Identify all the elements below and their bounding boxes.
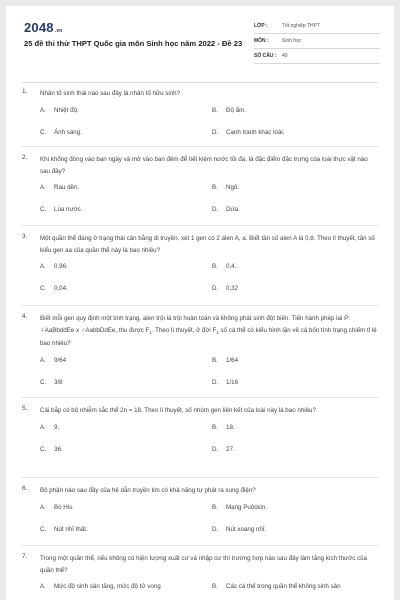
option-text: 36.	[54, 445, 63, 453]
question-stem: Cải bắp có bộ nhiễm sắc thể 2n = 18. Theo lí thuyết, số nhóm gen liên kết của loài này là bao nhiêu?	[40, 407, 316, 414]
option-text: Mạng Puôckin.	[226, 503, 267, 511]
option-text: Nút nhĩ thất.	[54, 525, 88, 533]
option-text: 1/64	[226, 356, 239, 364]
option-label: B.	[212, 503, 218, 511]
option-grid	[40, 423, 378, 467]
option-d[interactable]	[212, 284, 384, 306]
meta-value: Sinh học	[282, 38, 302, 44]
option-grid	[40, 183, 378, 227]
option-label: D.	[212, 378, 219, 386]
option-label: C.	[40, 285, 47, 292]
question-stem: Bộ phận nào sau đây của hệ dẫn truyền tim có khả năng tự phát ra xung điện?	[40, 487, 256, 494]
option-b[interactable]	[212, 582, 384, 600]
option-label: B.	[212, 583, 218, 590]
option-c[interactable]	[40, 205, 212, 227]
question-item	[6, 233, 394, 291]
option-label: D.	[212, 206, 219, 213]
option-grid	[40, 503, 378, 547]
meta-row-subject	[254, 34, 380, 49]
option-a[interactable]	[40, 582, 212, 600]
option-d[interactable]	[212, 445, 384, 467]
option-text: Lúa nước.	[54, 206, 83, 213]
option-label: A.	[40, 184, 46, 191]
option-label: A.	[40, 356, 46, 364]
option-text: 0,32	[226, 285, 239, 292]
option-grid	[40, 106, 378, 150]
option-label: B.	[212, 184, 218, 191]
logo-sub-text: .vn	[54, 28, 63, 34]
option-text: Mức độ sinh sản tăng, mức độ tử vong	[54, 583, 161, 590]
option-a[interactable]	[40, 356, 212, 378]
meta-key: SỐ CÂU :	[254, 53, 277, 59]
option-text: Các cá thể trong quần thể không sinh sản	[226, 583, 341, 590]
option-grid	[40, 356, 378, 400]
option-text: Nhiệt độ.	[54, 106, 79, 114]
option-c[interactable]	[40, 525, 212, 547]
question-list	[6, 88, 394, 593]
option-label: C.	[40, 206, 47, 213]
question-number: 1.	[22, 88, 28, 95]
site-logo[interactable]	[24, 20, 63, 35]
option-text: Rau dền.	[54, 184, 80, 191]
meta-row-count	[254, 49, 380, 64]
meta-row-class	[254, 19, 380, 34]
meta-key: MÔN :	[254, 38, 269, 44]
header-divider	[22, 82, 378, 83]
option-text: 0,04.	[54, 285, 68, 292]
option-a[interactable]	[40, 503, 212, 525]
stem-part: số cá thể có kiểu hình lặn về cả bốn tính trạng chiếm tỉ lệ bao nhiêu?	[40, 326, 377, 348]
option-a[interactable]	[40, 262, 212, 284]
option-text: 1/16	[226, 378, 239, 386]
question-item	[6, 485, 394, 531]
option-text: 9/64	[54, 356, 67, 364]
stem-part: . Theo lí thuyết, ở đời F	[151, 326, 217, 334]
question-number: 4.	[22, 313, 28, 320]
option-text: 0,96.	[54, 263, 68, 270]
option-a[interactable]	[40, 183, 212, 205]
document-page	[6, 6, 394, 600]
option-label: B.	[212, 263, 218, 270]
option-a[interactable]	[40, 106, 212, 128]
question-number: 5.	[22, 405, 28, 412]
meta-value: Tốt nghiệp THPT	[282, 23, 320, 29]
option-label: B.	[212, 423, 218, 431]
option-label: B.	[212, 106, 218, 114]
question-item	[6, 553, 394, 593]
option-grid	[40, 582, 378, 600]
option-b[interactable]	[212, 183, 384, 205]
question-stem	[40, 313, 378, 350]
option-d[interactable]	[212, 525, 384, 547]
option-label: C.	[40, 525, 47, 533]
option-b[interactable]	[212, 262, 384, 284]
question-item	[6, 405, 394, 463]
option-b[interactable]	[212, 106, 384, 128]
option-d[interactable]	[212, 128, 384, 150]
option-label: D.	[212, 525, 219, 533]
option-b[interactable]	[212, 423, 384, 445]
question-stem: Trong một quần thể, nếu không có hiện tượng xuất cư và nhập cư thì trường hợp nào sau đây làm tăng kích thước của quần thể?	[40, 555, 368, 574]
question-number: 7.	[22, 553, 28, 560]
meta-key: LỚP :	[254, 23, 268, 29]
question-item	[6, 88, 394, 134]
meta-table	[254, 19, 380, 64]
option-d[interactable]	[212, 378, 384, 400]
option-b[interactable]	[212, 503, 384, 525]
logo-main-text: 2048	[24, 20, 54, 35]
question-number: 2.	[22, 154, 28, 161]
stem-part: Biết mỗi gen quy định một tính trạng, alen trội là trội hoàn toàn và không phát sinh đột biến. Tiến hành phép lai P: ♀AaBbddEe x ♂AabbDdEe, thu được F	[40, 315, 350, 334]
option-label: D.	[212, 445, 219, 453]
option-label: A.	[40, 423, 46, 431]
option-text: Ngô.	[226, 184, 240, 191]
option-label: A.	[40, 263, 46, 270]
option-text: Dứa.	[226, 206, 240, 213]
option-label: A.	[40, 503, 46, 511]
page-title: 25 đề thi thử THPT Quốc gia môn Sinh học năm 2022 - Đề 23	[24, 39, 243, 48]
option-c[interactable]	[40, 284, 212, 306]
question-stem: Một quần thể đang ở trạng thái cân bằng di truyền, xét 1 gen có 2 alen A, a. Biết tần số alen A là 0,8. Theo lí thuyết, tần số kiểu gen aa của quần thể này là bao nhiêu?	[40, 235, 375, 254]
option-label: C.	[40, 445, 47, 453]
question-number: 3.	[22, 233, 28, 240]
option-label: D.	[212, 128, 219, 136]
option-label: A.	[40, 583, 46, 590]
subscript: 1	[149, 329, 152, 335]
option-c[interactable]	[40, 378, 212, 400]
option-text: 3/8	[54, 378, 63, 386]
option-label: A.	[40, 106, 46, 114]
option-c[interactable]	[40, 128, 212, 150]
option-text: 9.	[54, 423, 60, 431]
option-text: Ánh sáng.	[54, 128, 82, 136]
option-text: Bó His.	[54, 503, 74, 511]
question-stem: Nhân tố sinh thái nào sau đây là nhân tố hữu sinh?	[40, 90, 181, 97]
option-label: C.	[40, 378, 47, 386]
option-label: C.	[40, 128, 47, 136]
option-grid	[40, 262, 378, 306]
option-text: 18.	[226, 423, 235, 431]
question-item	[6, 313, 394, 386]
option-text: Độ ẩm.	[226, 106, 246, 114]
question-divider	[22, 477, 378, 478]
option-c[interactable]	[40, 445, 212, 467]
subscript: 1	[216, 329, 219, 335]
option-text: Cạnh tranh khác loài.	[226, 128, 285, 136]
option-text: 27.	[226, 445, 235, 453]
question-number: 6.	[22, 485, 28, 492]
option-d[interactable]	[212, 205, 384, 227]
question-item	[6, 154, 394, 212]
option-label: B.	[212, 356, 218, 364]
option-b[interactable]	[212, 356, 384, 378]
option-text: 0,4.	[226, 263, 237, 270]
question-stem: Khi khổng đóng vào ban ngày và mở vào ban đêm để tiết kiệm nước tối đa, là đặc điểm đặc trưng của loài thực vật nào sau đây?	[40, 156, 368, 175]
option-a[interactable]	[40, 423, 212, 445]
option-label: D.	[212, 285, 219, 292]
option-text: Nút xoang nhĩ.	[226, 525, 267, 533]
document-header	[6, 6, 394, 82]
meta-value: 40	[282, 53, 288, 59]
